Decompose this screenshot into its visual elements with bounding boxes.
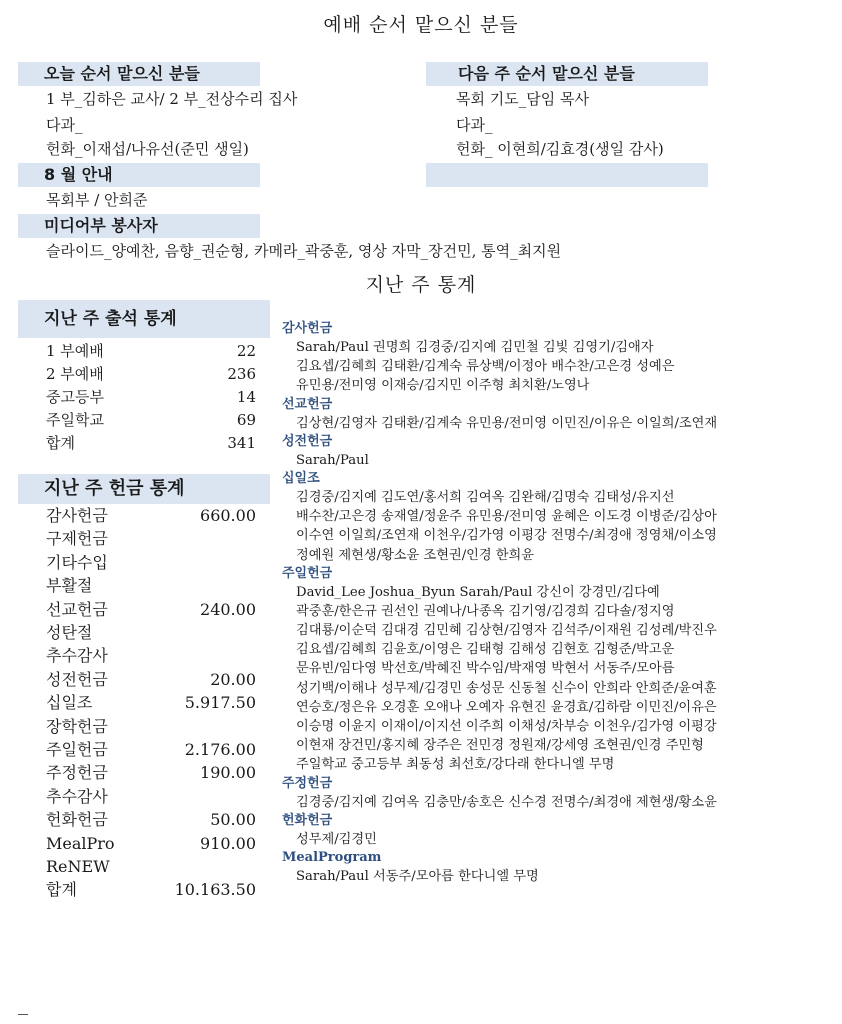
- attendance-row: [46, 409, 256, 432]
- offering-row: [46, 668, 256, 691]
- attendance-row: [46, 340, 256, 363]
- next-line-1: 목회 기도_담임 목사: [456, 90, 589, 108]
- offering-row: [46, 785, 256, 808]
- giver-names: 김상현/김영자 김태환/김계숙 유민용/전미영 이민진/이유은 이일희/조연재: [296, 415, 718, 431]
- offering-label: 부활절: [46, 576, 93, 596]
- giver-category: 주정헌금: [282, 775, 333, 791]
- attendance-label: 중고등부: [46, 388, 104, 406]
- attendance-label: 주일학교: [46, 411, 104, 429]
- offering-label: 성탄절: [46, 623, 93, 642]
- giver-names: 정예원 제현생/황소윤 조현권/인경 한희윤: [296, 547, 535, 563]
- offering-label: 헌화헌금: [46, 810, 108, 830]
- giver-names: 김경중/김지예 김도연/홍서희 김여옥 김완해/김명숙 김태성/유지선: [296, 489, 675, 505]
- attendance-row: [46, 432, 256, 455]
- giver-names: 배수찬/고은경 송재열/정윤주 유민용/전미영 윤혜은 이도경 이병준/김상아: [296, 509, 717, 525]
- giver-names: 이현재 장건민/홍지혜 장주은 전민경 정원재/강세영 조현권/인경 주민형: [296, 738, 704, 754]
- giver-category: 선교헌금: [282, 396, 333, 412]
- giver-names: 김경중/김지예 김여옥 김충만/송호은 신수경 전명수/최경애 제현생/황소윤: [296, 794, 717, 810]
- offering-value: 50.00: [210, 810, 256, 830]
- offering-value: 20.00: [210, 669, 256, 689]
- attendance-value: 14: [236, 388, 256, 406]
- offering-label: 주일헌금: [46, 740, 108, 759]
- offering-value: 10.163.50: [174, 880, 256, 900]
- giver-names: 주일학교 중고등부 최동성 최선호/강다래 한다니엘 무명: [296, 757, 615, 773]
- offering-row: [46, 878, 256, 901]
- media-header: 미디어부 봉사자: [18, 214, 260, 238]
- attendance-header: 지난 주 출석 통계: [18, 300, 270, 338]
- offering-label: 합계: [46, 880, 77, 900]
- offering-row: [46, 598, 256, 621]
- attendance-value: 341: [227, 434, 256, 452]
- offering-row: [46, 808, 256, 831]
- attendance-row: [46, 386, 256, 409]
- giver-category: 주일헌금: [282, 565, 333, 581]
- offering-row: [46, 504, 256, 527]
- giver-names: Sarah/Paul: [296, 452, 369, 468]
- giver-category: 성전헌금: [282, 433, 333, 449]
- august-line-1: 목회부 / 안희준: [46, 191, 148, 209]
- offering-label: 기타수입: [46, 552, 108, 572]
- offering-label: 선교헌금: [46, 599, 108, 619]
- offering-header: 지난 주 헌금 통계: [18, 474, 270, 504]
- media-line-1: 슬라이드_양예찬, 음향_권순형, 카메라_곽중훈, 영상 자막_장건민, 통역_최지원: [46, 242, 562, 260]
- offering-label: 추수감사: [46, 786, 108, 806]
- giver-names: Sarah/Paul 서동주/모아름 한다니엘 무명: [296, 868, 539, 884]
- attendance-label: 합계: [46, 434, 75, 452]
- today-line-3: 헌화_이재섭/나유선(준민 생일): [46, 140, 249, 158]
- offering-row: [46, 761, 256, 784]
- today-header: 오늘 순서 맡으신 분들: [18, 62, 260, 86]
- offering-label: 장학헌금: [46, 716, 108, 736]
- next-line-3: 헌화_ 이현희/김효경(생일 감사): [456, 140, 664, 158]
- offering-label: 추수감사: [46, 646, 108, 666]
- page-title: 예배 순서 맡으신 분들: [323, 14, 519, 36]
- giver-names: 이수연 이일희/조연재 이천우/김가영 이평강 전명수/최경애 정영채/이소영: [296, 528, 717, 544]
- attendance-label: 2 부예배: [46, 365, 104, 383]
- giver-names: 곽중훈/한은규 권선인 권예나/나종옥 김기영/김경희 김다솔/정지영: [296, 603, 675, 619]
- offering-label: 감사헌금: [46, 506, 108, 525]
- next-header: 다음 주 순서 맡으신 분들: [426, 62, 708, 86]
- offering-row: [46, 832, 256, 855]
- offering-row: [46, 551, 256, 574]
- offering-row: [46, 715, 256, 738]
- giver-names: Sarah/Paul 권명희 김경중/김지예 김민철 김빛 김영기/김애자: [296, 340, 654, 355]
- givers-list: [282, 320, 827, 886]
- offering-value: 2.176.00: [184, 740, 256, 759]
- giver-names: David_Lee Joshua_Byun Sarah/Paul 강신이 강경민/김다예: [296, 584, 660, 600]
- attendance-value: 22: [236, 342, 256, 360]
- offering-label: 구제헌금: [46, 529, 108, 549]
- footer-divider: [18, 1014, 28, 1015]
- giver-names: 유민용/전미영 이재승/김지민 이주형 최치환/노영나: [296, 378, 590, 394]
- attendance-label: 1 부예배: [46, 342, 104, 360]
- today-line-2: 다과_: [46, 116, 83, 134]
- next-line-2: 다과_: [456, 116, 493, 134]
- offering-value: 5.917.50: [184, 693, 256, 713]
- stats-title: 지난 주 통계: [365, 274, 477, 296]
- giver-category: MealProgram: [282, 849, 382, 865]
- offering-row: [46, 855, 256, 878]
- giver-names: 김요셉/김혜희 김윤호/이영은 김태형 김해성 김현호 김형준/박고운: [296, 642, 675, 658]
- offering-value: 240.00: [200, 599, 256, 619]
- offering-label: 주정헌금: [46, 763, 108, 783]
- giver-names: 성기백/이해나 성무제/김경민 송성문 신동철 신수이 안희라 안희준/윤여훈: [296, 680, 717, 696]
- giver-names: 김대룡/이순덕 김대경 김민혜 김상현/김영자 김석주/이재원 김성례/박진우: [296, 623, 717, 639]
- offering-row: [46, 527, 256, 550]
- giver-names: 김요셉/김혜희 김태환/김계숙 류상백/이정아 배수찬/고은경 성예은: [296, 359, 675, 375]
- giver-names: 이승명 이윤지 이재이/이지선 이주희 이채성/차부승 이천우/김가영 이평강: [296, 719, 717, 734]
- giver-category: 십일조: [282, 470, 320, 486]
- offering-value: 660.00: [200, 506, 256, 525]
- giver-names: 연승호/정은유 오경훈 오애나 오예자 유현진 윤경효/김하람 이민진/이유은: [296, 699, 717, 715]
- next-blank-bar: [426, 163, 708, 187]
- giver-category: 헌화헌금: [282, 812, 333, 828]
- today-line-1: 1 부_김하은 교사/ 2 부_전상수리 집사: [46, 90, 298, 108]
- offering-row: [46, 621, 256, 644]
- attendance-value: 236: [227, 365, 256, 383]
- offering-label: ReNEW: [46, 857, 110, 876]
- offering-label: MealPro: [46, 833, 115, 853]
- offering-value: 190.00: [200, 763, 256, 783]
- giver-category: 감사헌금: [282, 321, 333, 336]
- offering-row: [46, 691, 256, 714]
- offering-label: 성전헌금: [46, 669, 108, 689]
- attendance-value: 69: [236, 411, 256, 429]
- giver-names: 성무제/김경민: [296, 831, 377, 847]
- giver-names: 문유빈/임다영 박선호/박혜진 박수임/박재영 박현서 서동주/모아름: [296, 661, 675, 677]
- offering-row: [46, 574, 256, 597]
- offering-row: [46, 738, 256, 761]
- offering-value: 910.00: [200, 833, 256, 853]
- offering-row: [46, 644, 256, 667]
- august-header: 8 월 안내: [18, 163, 260, 187]
- offering-label: 십일조: [46, 693, 93, 713]
- attendance-row: [46, 363, 256, 386]
